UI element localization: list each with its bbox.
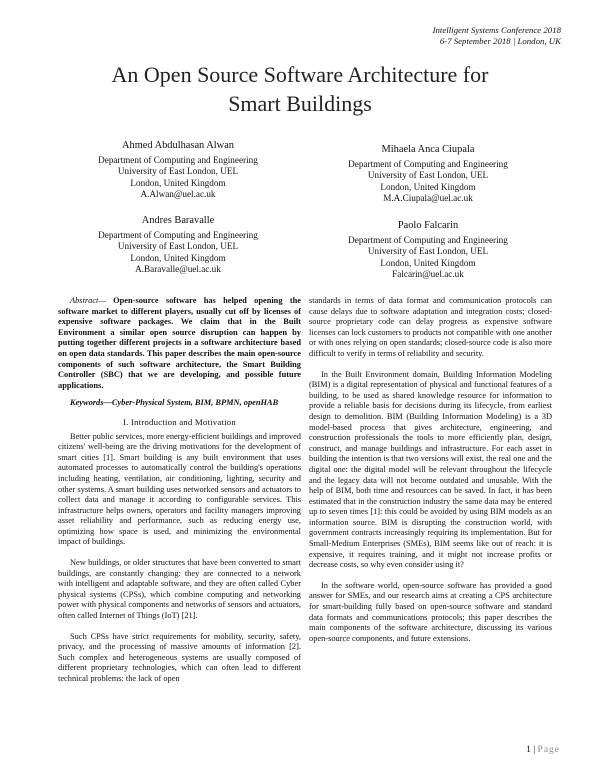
author-block-3 bbox=[63, 215, 293, 276]
author-email[interactable]: M.A.Ciupala@uel.ac.uk bbox=[383, 193, 473, 204]
author-name: Andres Baravalle bbox=[141, 215, 215, 226]
abstract bbox=[58, 296, 301, 391]
author-city: London, United Kingdom bbox=[380, 181, 476, 192]
paragraph: Such CPSs have strict requirements for mobility, security, safety, privacy, and the processing of massive amounts of information [2]. Such complex and heterogeneous systems are usually composed of different proprietary technologies, which can often lead to different technical problems: the lack of open bbox=[58, 631, 301, 683]
author-city: London, United Kingdom bbox=[130, 252, 226, 263]
author-dept: Department of Computing and Engineering bbox=[98, 229, 258, 240]
author-dept: Department of Computing and Engineering bbox=[98, 154, 258, 165]
author-name: Ahmed Abdulhasan Alwan bbox=[122, 140, 234, 151]
paragraph: Better public services, more energy-efficient buildings and improved citizens' well-being are the driving motivations for the development of smart cities [1]. Smart building is any built environment that uses automated processes to automatically control the building's operations including heating, ventilation, air conditioning, lighting, security and other systems. A smart building uses networked sensors and actuators to collect data and manage it according to configurable services. This infrastructure helps owners, operators and facility managers improving asset reliability and performance, such as reducing energy use, optimizing how space is used, and minimizing the environmental impact of buildings. bbox=[58, 431, 301, 547]
author-univ: University of East London, UEL bbox=[367, 246, 489, 257]
title-line-1: An Open Source Software Architecture for bbox=[111, 62, 489, 87]
abstract-text: Open-source software has helped opening the software market to different players, usually cut off by licenses of expensive software packages. We claim that in the Built Environment a similar open source disruption can happen by putting together different projects in a software architecture based on open data standards. This paper describes the main open-source components of such software architecture, the Smart Building Controller (SBC) that we are developing, and possible future applications. bbox=[58, 296, 301, 390]
conference-name: Intelligent Systems Conference 2018 bbox=[432, 25, 561, 35]
author-univ: University of East London, UEL bbox=[367, 170, 489, 181]
keywords: Keywords—Cyber-Physical System, BIM, BPMN, openHAB bbox=[70, 398, 279, 408]
author-block-4 bbox=[313, 220, 543, 281]
left-column bbox=[58, 296, 301, 685]
page-number: 1 bbox=[526, 745, 531, 755]
author-name: Mihaela Anca Ciupala bbox=[381, 144, 475, 155]
author-email[interactable]: Falcarin@uel.ac.uk bbox=[392, 269, 464, 280]
author-dept: Department of Computing and Engineering bbox=[348, 158, 508, 169]
right-column bbox=[309, 296, 552, 644]
author-city: London, United Kingdom bbox=[130, 177, 226, 188]
author-dept: Department of Computing and Engineering bbox=[348, 234, 508, 245]
author-univ: University of East London, UEL bbox=[117, 166, 239, 177]
author-univ: University of East London, UEL bbox=[117, 241, 239, 252]
abstract-label: Abstract— bbox=[70, 296, 106, 305]
conference-header bbox=[261, 25, 561, 47]
paragraph: standards in terms of data format and communication protocols can cause delays due to software adaptation and integration costs; closed-source proprietary code can delay progress as expensive software licenses can lock customers to products not compatible with one another or with ones relying on open standards; closed-source code is also more difficult to verify in terms of reliability and security. bbox=[309, 296, 552, 358]
paragraph: In the Built Environment domain, Building Information Modeling (BIM) is a digital representation of physical and functional features of a building, to be used as shared knowledge resource for information to provide a reliable basis for decisions during its lifecycle, from earliest design to demolition. BIM (Building Information Modeling) is a 3D model-based process that gives architecture, engineering, and construction professionals the tools to more efficiently plan, design, construct, and manage buildings and infrastructure. For each asset in building the intention is that two versions will exist, the real one and the digital one: the digital model will be relevant throughout the lifecycle and the legacy data will not become outdated and unusable. With the help of BIM, both time and resources can be saved. In fact, it has been estimated that in the construction industry the same data may be entered up to seven times [1]: this could be avoided by using BIM models as an information source. BIM is disrupting the construction world, with government contracts increasingly requiring its implementation. But for Small-Medium Enterprises (SMEs), BIM seems like out of reach: it is expensive, it requires training, and it might not increase profits or decrease costs, so why even consider using it? bbox=[309, 369, 552, 570]
paragraph: New buildings, or older structures that have been converted to smart buildings, are constantly changing: they are connected to a network with intelligent and adaptable software, and they are often called Cyber physical systems (CPSs), which combine computing and networking power with physical components and networks of sensors and actuators, often called Internet of Things (IoT) [21]. bbox=[58, 558, 301, 621]
conference-dates: 6-7 September 2018 | London, UK bbox=[439, 36, 561, 46]
page-footer bbox=[526, 745, 560, 755]
paper-title bbox=[40, 60, 560, 118]
author-name: Paolo Falcarin bbox=[397, 220, 459, 231]
author-block-2 bbox=[313, 144, 543, 205]
title-line-2: Smart Buildings bbox=[228, 91, 372, 116]
paragraph: In the software world, open-source software has provided a good answer for SMEs, and our research aims at creating a CPS architecture for smart-building fully based on open-source software and standard data formats and communications protocols; this paper describes the main components of the software architecture, discussing its various open-source components, and future extensions. bbox=[309, 580, 552, 643]
footer-separator: | bbox=[530, 745, 538, 755]
author-block-1 bbox=[63, 140, 293, 201]
author-email[interactable]: A.Baravalle@uel.ac.uk bbox=[135, 264, 221, 275]
author-city: London, United Kingdom bbox=[380, 257, 476, 268]
author-email[interactable]: A.Alwan@uel.ac.uk bbox=[140, 189, 216, 200]
page-label: Page bbox=[537, 745, 560, 755]
section-heading: I. Introduction and Motivation bbox=[122, 416, 236, 427]
